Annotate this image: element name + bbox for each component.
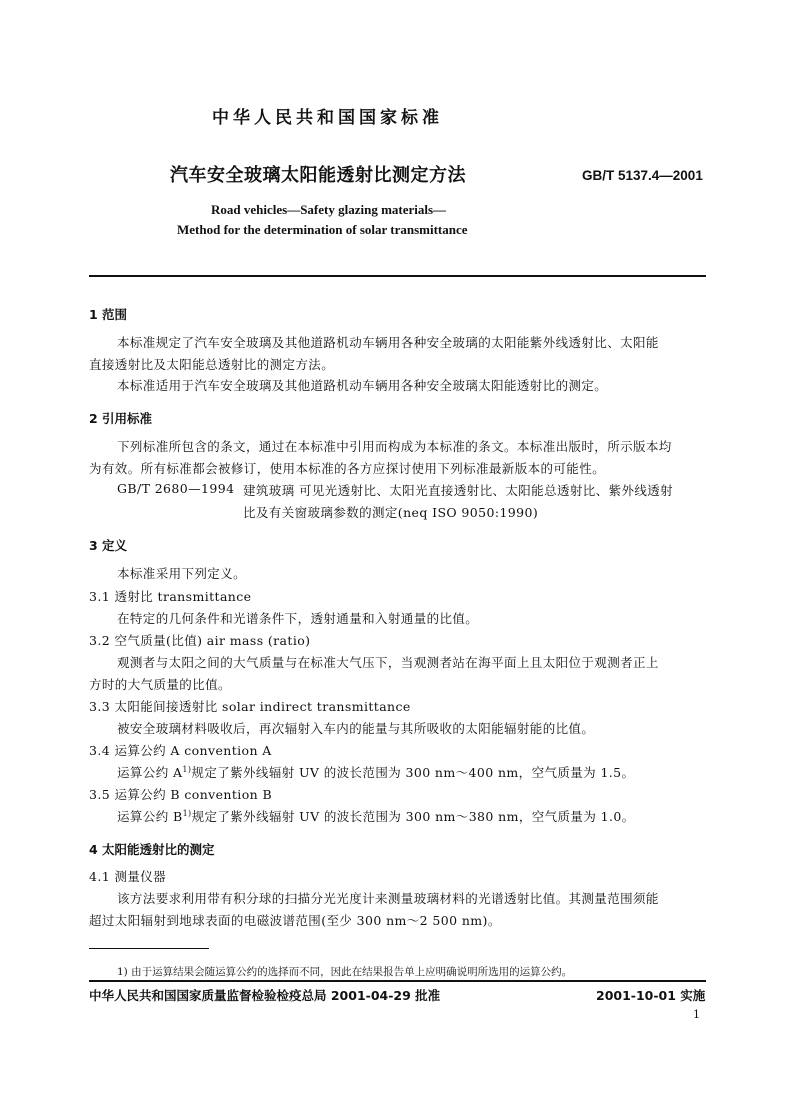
implementation-date: 2001-10-01 实施 bbox=[596, 988, 706, 1003]
national-standard-heading: 中华人民共和国国家标准 bbox=[212, 108, 443, 128]
document-title: 汽车安全玻璃太阳能透射比测定方法 bbox=[170, 165, 466, 186]
definition-3-1-heading: 3.1 透射比 transmittance bbox=[89, 589, 252, 604]
english-title-line1: Road vehicles—Safety glazing materials— bbox=[211, 202, 447, 217]
section-4-heading: 4 太阳能透射比的测定 bbox=[89, 842, 215, 857]
approval-line: 中华人民共和国国家质量监督检验检疫总局 2001-04-29 批准 bbox=[89, 988, 441, 1003]
standard-code: GB/T 5137.4—2001 bbox=[582, 168, 703, 183]
definition-3-4-body bbox=[117, 763, 634, 781]
reference-title-line: 建筑玻璃 可见光透射比、太阳光直接透射比、太阳能总透射比、紫外线透射 bbox=[243, 483, 674, 498]
definition-3-1-body: 在特定的几何条件和光谱条件下，透射通量和入射通量的比值。 bbox=[117, 611, 479, 626]
section-3-heading: 3 定义 bbox=[89, 538, 128, 553]
section-1-paragraph-line: 本标准规定了汽车安全玻璃及其他道路机动车辆用各种安全玻璃的太阳能紫外线透射比、太阳能 bbox=[117, 335, 659, 350]
footnote-ref: 1) bbox=[182, 808, 192, 818]
section-4-body-line: 超过太阳辐射到地球表面的电磁波谱范围(至少 300 nm～2 500 nm)。 bbox=[89, 913, 501, 928]
reference-title-line: 比及有关窗玻璃参数的测定(neq ISO 9050:1990) bbox=[243, 505, 539, 520]
definition-3-4-heading: 3.4 运算公约 A convention A bbox=[89, 743, 272, 758]
definition-3-5-heading: 3.5 运算公约 B convention B bbox=[89, 787, 273, 802]
definition-3-5-body-end: 规定了紫外线辐射 UV 的波长范围为 300 nm～380 nm，空气质量为 1.0。 bbox=[191, 809, 635, 824]
page-number: 1 bbox=[693, 1008, 700, 1021]
footer-rule bbox=[89, 980, 706, 982]
definition-3-4-body-end: 规定了紫外线辐射 UV 的波长范围为 300 nm～400 nm，空气质量为 1.5。 bbox=[191, 765, 635, 780]
section-4-body-line: 该方法要求利用带有积分球的扫描分光光度计来测量玻璃材料的光谱透射比值。其测量范围须能 bbox=[117, 891, 659, 906]
reference-code: GB/T 2680—1994 bbox=[117, 481, 235, 496]
definition-3-3-body: 被安全玻璃材料吸收后，再次辐射入车内的能量与其所吸收的太阳能辐射能的比值。 bbox=[117, 721, 595, 736]
footnote-ref: 1) bbox=[182, 764, 192, 774]
section-1-heading: 1 范围 bbox=[89, 307, 128, 322]
section-2-heading: 2 引用标准 bbox=[89, 411, 153, 426]
definition-3-2-body-line: 方时的大气质量的比值。 bbox=[89, 677, 231, 692]
section-1-paragraph: 本标准适用于汽车安全玻璃及其他道路机动车辆用各种安全玻璃太阳能透射比的测定。 bbox=[117, 378, 608, 393]
section-1-paragraph-line: 直接透射比及太阳能总透射比的测定方法。 bbox=[89, 357, 335, 372]
footnote: 1) 由于运算结果会随运算公约的选择而不同，因此在结果报告单上应明确说明所选用的运算公约。 bbox=[117, 966, 573, 978]
english-title-line2: Method for the determination of solar transmittance bbox=[177, 222, 468, 237]
definition-3-3-heading: 3.3 太阳能间接透射比 solar indirect transmittance bbox=[89, 699, 411, 714]
definition-3-5-body bbox=[117, 807, 635, 825]
section-3-intro: 本标准采用下列定义。 bbox=[117, 566, 247, 581]
footnote-rule bbox=[89, 948, 209, 949]
subsection-4-1-heading: 4.1 测量仪器 bbox=[89, 869, 167, 884]
header-rule bbox=[89, 275, 706, 277]
definition-3-5-body-start: 运算公约 B bbox=[117, 809, 183, 824]
definition-3-2-body-line: 观测者与太阳之间的大气质量与在标准大气压下，当观测者站在海平面上且太阳位于观测者正上 bbox=[117, 655, 659, 670]
definition-3-2-heading: 3.2 空气质量(比值) air mass (ratio) bbox=[89, 633, 311, 648]
section-2-paragraph-line: 下列标准所包含的条文，通过在本标准中引用而构成为本标准的条文。本标准出版时，所示版本均 bbox=[117, 439, 672, 454]
section-2-paragraph-line: 为有效。所有标准都会被修订，使用本标准的各方应探讨使用下列标准最新版本的可能性。 bbox=[89, 461, 606, 476]
definition-3-4-body-start: 运算公约 A bbox=[117, 765, 183, 780]
